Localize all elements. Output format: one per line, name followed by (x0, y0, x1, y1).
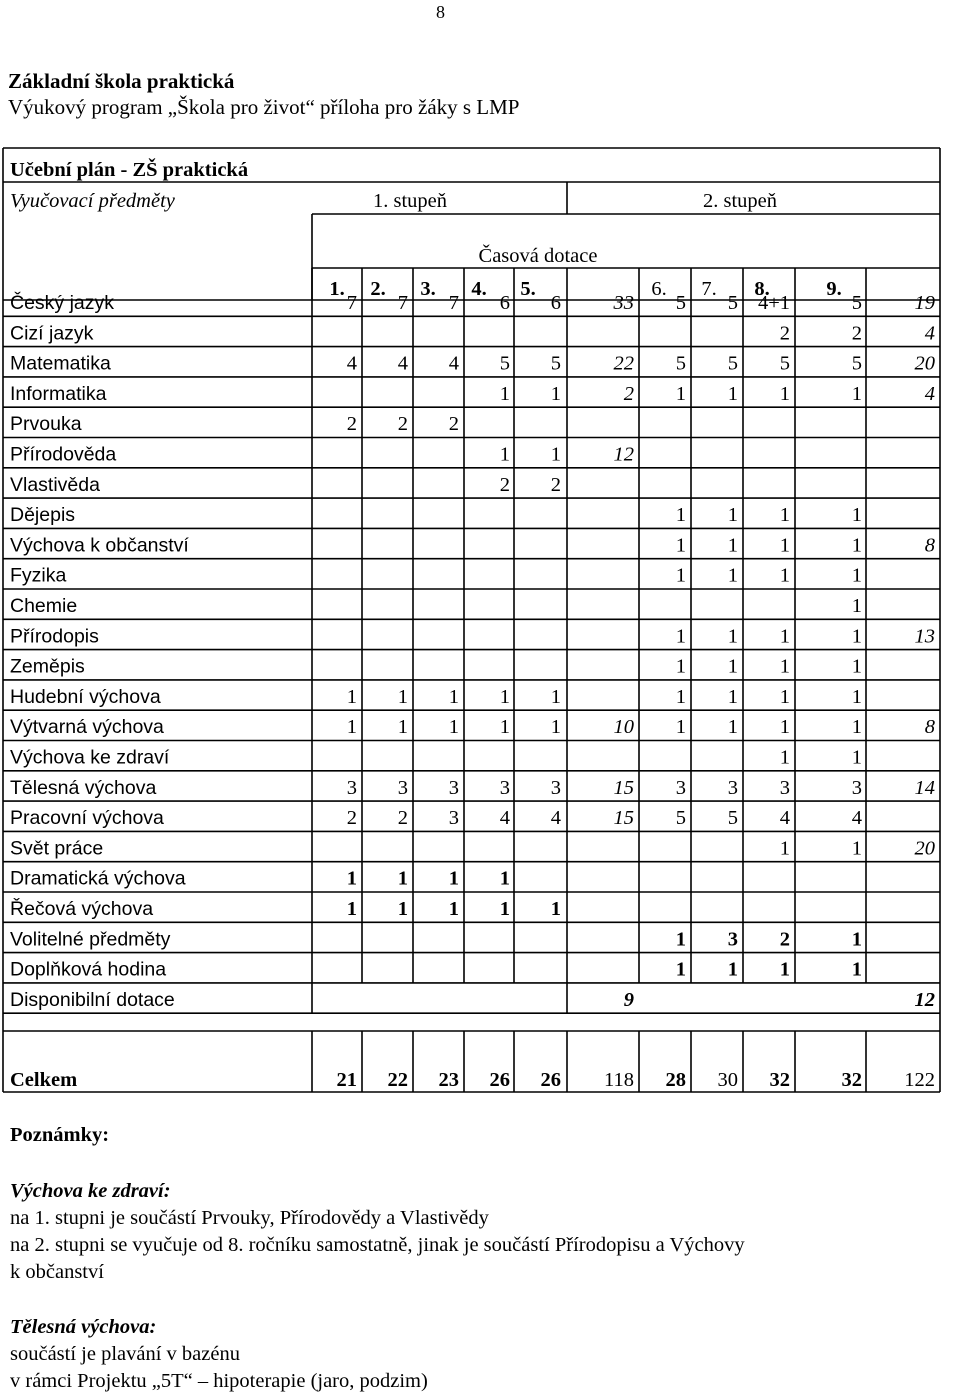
grade-hours: 1 (675, 625, 686, 648)
stage2-sum: 8 (924, 716, 935, 739)
grade-header: 4. (471, 278, 487, 300)
grade-hours: 1 (550, 898, 561, 920)
grade-hours: 1 (550, 443, 561, 466)
grade-hours: 5 (727, 292, 738, 314)
subject-name: Přírodověda (10, 443, 117, 466)
total-stage2-sum: 122 (904, 1069, 935, 1091)
note-pe-line: v rámci Projektu „5T“ – hipoterapie (jaro, podzim) (10, 1370, 428, 1392)
subject-name: Volitelné předměty (10, 928, 171, 951)
grade-hours: 1 (346, 898, 357, 920)
grade-hours: 1 (397, 685, 408, 708)
grade-hours: 1 (346, 867, 357, 890)
total-hours: 21 (336, 1069, 357, 1091)
grade-hours: 4+1 (757, 292, 790, 314)
grade-hours: 5 (499, 352, 510, 375)
grade-hours: 7 (448, 292, 459, 314)
total-hours: 32 (769, 1069, 790, 1091)
grade-hours: 1 (851, 837, 862, 860)
grade-hours: 1 (779, 382, 790, 405)
note-health-line: k občanství (10, 1261, 104, 1283)
grade-hours: 1 (675, 685, 686, 708)
grade-hours: 2 (779, 928, 790, 951)
grade-hours: 5 (851, 292, 862, 314)
subject-name: Výchova k občanství (10, 534, 189, 557)
grade-hours: 1 (779, 958, 790, 981)
note-health-line: na 1. stupni je součástí Prvouky, Přírodovědy a Vlastivědy (10, 1207, 489, 1229)
stage1-label: 1. stupeň (372, 190, 448, 212)
plan-title: Učební plán - ZŠ praktická (10, 159, 249, 181)
note-pe-heading: Tělesná výchova: (10, 1316, 157, 1338)
grade-hours: 1 (675, 958, 686, 981)
subject-name: Fyzika (10, 564, 67, 587)
grade-hours: 1 (851, 716, 862, 739)
total-hours: 30 (717, 1069, 738, 1091)
grade-hours: 1 (675, 504, 686, 527)
total-hours: 22 (387, 1069, 408, 1091)
total-hours: 32 (841, 1069, 862, 1091)
grade-hours: 1 (779, 655, 790, 678)
stage1-sum: 12 (613, 443, 634, 466)
grade-hours: 4 (448, 352, 459, 375)
grade-hours: 5 (675, 292, 686, 314)
grade-hours: 3 (851, 776, 862, 799)
grade-hours: 1 (675, 716, 686, 739)
grade-header: 9. (826, 278, 842, 300)
grade-hours: 1 (397, 716, 408, 739)
program-title: Výukový program „Škola pro život“ příloha pro žáky s LMP (8, 95, 520, 119)
grade-hours: 1 (851, 504, 862, 527)
grade-hours: 1 (499, 716, 510, 739)
grade-hours: 7 (397, 292, 408, 314)
grade-hours: 1 (499, 898, 510, 920)
stage2-sum: 14 (914, 776, 935, 799)
grade-hours: 1 (851, 746, 862, 769)
subject-name: Pracovní výchova (10, 807, 164, 830)
stage2-label: 2. stupeň (702, 190, 778, 212)
grade-hours: 1 (779, 716, 790, 739)
grade-hours: 1 (779, 564, 790, 587)
grade-hours: 1 (448, 716, 459, 739)
grade-hours: 4 (346, 352, 357, 375)
total-hours: 26 (540, 1069, 561, 1091)
grade-hours: 2 (346, 413, 357, 436)
subject-name: Matematika (10, 352, 111, 375)
grade-hours: 1 (727, 504, 738, 527)
grade-hours: 4 (550, 807, 561, 830)
total-stage1-sum: 118 (604, 1069, 634, 1091)
note-pe-line: součástí je plavání v bazénu (10, 1343, 240, 1365)
grade-hours: 3 (448, 807, 459, 830)
grade-hours: 1 (675, 382, 686, 405)
grade-hours: 1 (851, 382, 862, 405)
grade-hours: 1 (851, 655, 862, 678)
grade-hours: 1 (499, 867, 510, 890)
subject-name: Prvouka (10, 413, 82, 436)
stage1-sum: 15 (613, 807, 634, 830)
subject-name: Cizí jazyk (10, 322, 94, 345)
stage2-sum: 20 (914, 837, 935, 860)
grade-hours: 1 (675, 655, 686, 678)
subject-name: Dějepis (10, 504, 76, 527)
grade-hours: 6 (499, 292, 510, 314)
grade-hours: 1 (779, 534, 790, 557)
grade-hours: 3 (397, 776, 408, 799)
grade-hours: 5 (851, 352, 862, 375)
grade-hours: 1 (851, 534, 862, 557)
grade-hours: 4 (397, 352, 408, 375)
stage1-sum: 22 (613, 352, 634, 375)
subject-name: Svět práce (10, 837, 104, 860)
grade-hours: 5 (675, 807, 686, 830)
grade-hours: 1 (727, 382, 738, 405)
grade-hours: 5 (727, 352, 738, 375)
grade-hours: 2 (550, 473, 561, 496)
subject-name: Disponibilní dotace (10, 988, 175, 1011)
stage1-sum: 15 (613, 776, 634, 799)
stage2-sum: 12 (914, 988, 935, 1011)
stage2-sum: 19 (914, 292, 935, 314)
grade-hours: 1 (675, 928, 686, 951)
grade-hours: 5 (550, 352, 561, 375)
subjects-label: Vyučovací předměty (10, 190, 175, 212)
subject-name: Tělesná výchova (10, 776, 157, 799)
stage1-sum: 10 (613, 716, 634, 739)
subject-name: Řečová výchova (10, 898, 154, 920)
stage1-sum: 9 (623, 988, 634, 1011)
grade-hours: 3 (346, 776, 357, 799)
grade-hours: 1 (779, 504, 790, 527)
note-health-line: na 2. stupni se vyučuje od 8. ročníku samostatně, jinak je součástí Přírodopisu a Výchovy (10, 1234, 745, 1256)
subject-name: Zeměpis (10, 655, 85, 678)
grade-hours: 1 (448, 685, 459, 708)
school-name: Základní škola praktická (8, 69, 235, 93)
stage2-sum: 8 (924, 534, 935, 557)
subject-name: Výtvarná výchova (10, 716, 164, 739)
grade-hours: 1 (851, 958, 862, 981)
grade-hours: 1 (499, 685, 510, 708)
grade-header: 8. (754, 278, 770, 300)
grade-hours: 1 (550, 382, 561, 405)
grade-hours: 1 (727, 564, 738, 587)
grade-hours: 3 (499, 776, 510, 799)
subject-name: Dramatická výchova (10, 867, 186, 890)
grade-hours: 2 (779, 322, 790, 345)
grade-hours: 3 (779, 776, 790, 799)
grade-hours: 2 (397, 413, 408, 436)
grade-hours: 1 (727, 685, 738, 708)
total-hours: 28 (665, 1069, 686, 1091)
grade-hours: 1 (851, 564, 862, 587)
grade-hours: 1 (851, 625, 862, 648)
grade-hours: 1 (727, 958, 738, 981)
grade-hours: 1 (346, 716, 357, 739)
page-number: 8 (436, 2, 445, 22)
stage2-sum: 4 (924, 382, 935, 405)
grade-hours: 1 (727, 625, 738, 648)
grade-hours: 1 (727, 534, 738, 557)
subject-name: Vlastivěda (10, 473, 100, 496)
grade-hours: 4 (851, 807, 862, 830)
grade-header: 1. (329, 278, 345, 300)
total-hours: 26 (489, 1069, 510, 1091)
time-allocation-label: Časová dotace (478, 245, 598, 267)
grade-hours: 2 (499, 473, 510, 496)
stage2-sum: 13 (914, 625, 935, 648)
grade-hours: 1 (397, 898, 408, 920)
grade-hours: 3 (675, 776, 686, 799)
notes-title: Poznámky: (10, 1124, 110, 1146)
subject-name: Doplňková hodina (10, 958, 167, 981)
stage2-sum: 20 (914, 352, 935, 375)
grade-hours: 4 (779, 807, 790, 830)
grade-hours: 7 (346, 292, 357, 314)
grade-header: 3. (420, 278, 436, 300)
grade-hours: 1 (499, 443, 510, 466)
subject-name: Výchova ke zdraví (10, 746, 170, 769)
grade-hours: 1 (675, 564, 686, 587)
grade-hours: 4 (499, 807, 510, 830)
stage1-sum: 2 (623, 382, 634, 405)
subject-name: Přírodopis (10, 625, 99, 648)
subject-name: Chemie (10, 595, 78, 617)
grade-hours: 5 (675, 352, 686, 375)
grade-hours: 1 (727, 716, 738, 739)
grade-hours: 5 (727, 807, 738, 830)
grade-hours: 1 (779, 837, 790, 860)
grade-hours: 3 (550, 776, 561, 799)
grade-hours: 6 (550, 292, 561, 314)
grade-header: 7. (701, 278, 717, 300)
grade-hours: 3 (727, 928, 738, 951)
grade-hours: 2 (448, 413, 459, 436)
total-hours: 23 (438, 1069, 459, 1091)
grade-hours: 5 (779, 352, 790, 375)
subject-name: Informatika (10, 382, 107, 405)
grade-hours: 1 (779, 746, 790, 769)
grade-hours: 2 (851, 322, 862, 345)
total-label: Celkem (10, 1069, 78, 1091)
grade-hours: 3 (448, 776, 459, 799)
grade-hours: 1 (397, 867, 408, 890)
grade-hours: 1 (851, 685, 862, 708)
grade-hours: 1 (779, 685, 790, 708)
stage1-sum: 33 (613, 292, 634, 314)
grade-header: 5. (520, 278, 536, 300)
grade-hours: 1 (448, 867, 459, 890)
subject-name: Český jazyk (10, 292, 115, 314)
grade-hours: 1 (851, 595, 862, 617)
subject-name: Hudební výchova (10, 685, 161, 708)
note-health-heading: Výchova ke zdraví: (10, 1180, 171, 1202)
stage2-sum: 4 (924, 322, 935, 345)
grade-hours: 1 (675, 534, 686, 557)
grade-hours: 1 (779, 625, 790, 648)
grade-hours: 1 (346, 685, 357, 708)
grade-hours: 2 (346, 807, 357, 830)
grade-hours: 1 (550, 685, 561, 708)
grade-hours: 1 (448, 898, 459, 920)
grade-hours: 1 (727, 655, 738, 678)
grade-header: 6. (651, 278, 667, 300)
table-cells (10, 157, 936, 1091)
grade-header: 2. (370, 278, 386, 300)
grade-hours: 3 (727, 776, 738, 799)
grade-hours: 1 (851, 928, 862, 951)
grade-hours: 2 (397, 807, 408, 830)
grade-hours: 1 (499, 382, 510, 405)
grade-hours: 1 (550, 716, 561, 739)
